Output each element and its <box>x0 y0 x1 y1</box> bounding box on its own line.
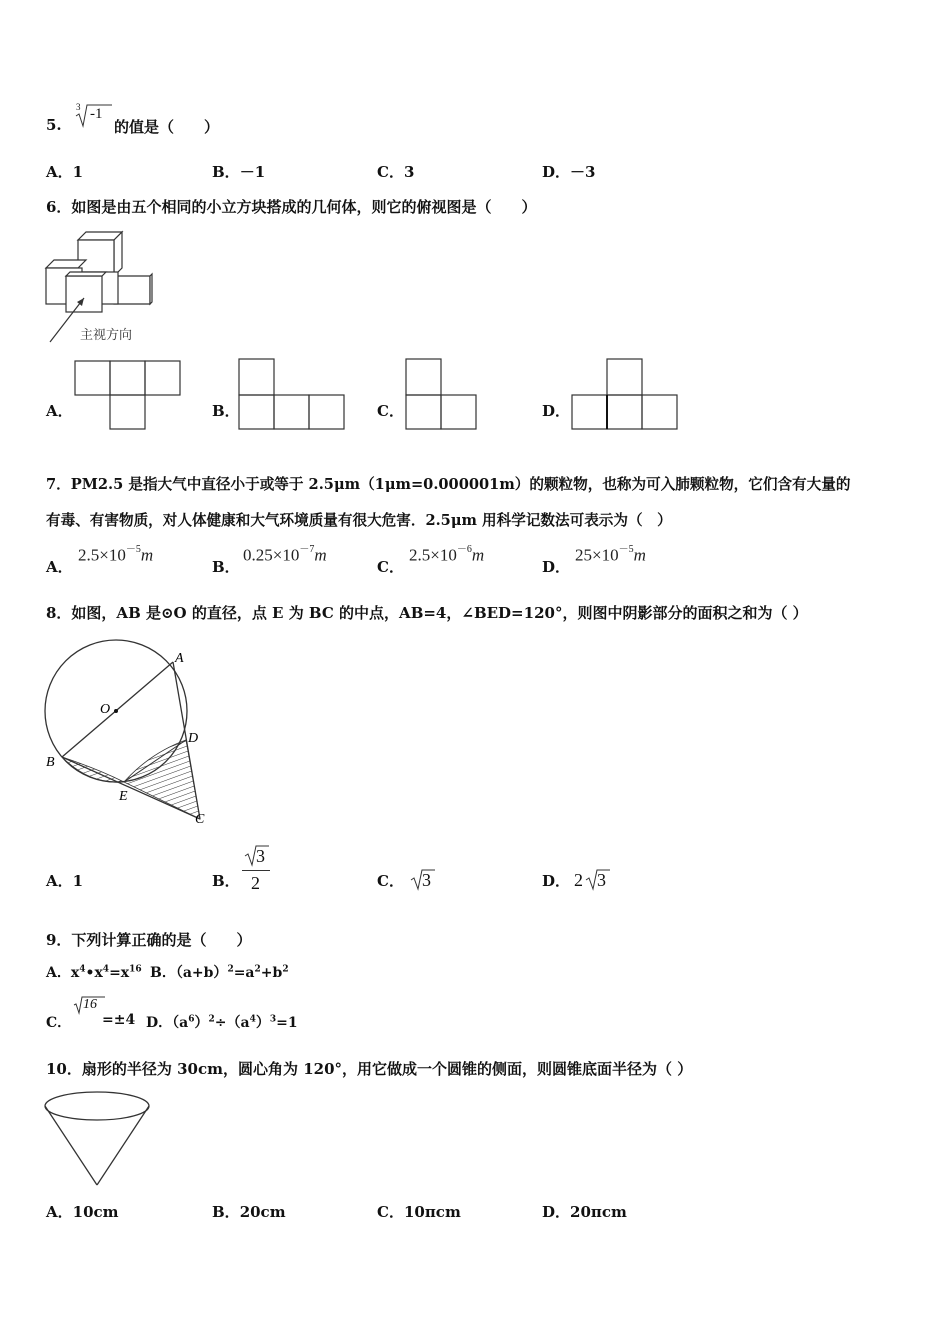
q10-option-d[interactable]: D．20πcm <box>542 1203 627 1221</box>
q5-stem: 的值是（ ） <box>114 118 220 136</box>
q6-option-d-label[interactable]: D． <box>542 402 571 420</box>
q6-caption: 主视方向 <box>80 328 133 343</box>
q7-option-b[interactable]: $0.25\times 10^{-7}m$ <box>243 544 327 565</box>
q9-option-c-rest[interactable]: =±4 <box>102 1012 136 1028</box>
q9-option-b[interactable]: B．$(a+b)^2=a^2+b^2$ <box>150 964 289 981</box>
q8-point-c: C <box>195 812 205 827</box>
q8-option-d-radical[interactable]: 2 3 <box>574 868 614 892</box>
q8-stem: 8．如图，AB 是⊙O 的直径，点 E 为 BC 的中点，AB=4，∠BED=120°，则图中阴影部分的面积之和为（ ） <box>46 604 808 622</box>
q7-stem-line1: 7．PM2.5 是指大气中直径小于或等于 2.5μm（1μm=0.000001m）的颗粒物，也称为可入肺颗粒物，它们含有大量的 <box>46 476 851 493</box>
q6-stem: 6．如图是由五个相同的小立方块搭成的几何体，则它的俯视图是（ ） <box>46 198 537 216</box>
q10-option-a[interactable]: A．10cm <box>46 1203 119 1221</box>
q9-option-d[interactable]: D．$(a^6)^2\div(a^4)^3=1$ <box>146 1014 298 1031</box>
q5-radicand: -1 <box>90 106 103 122</box>
q5-option-b[interactable]: B．－1 <box>212 163 266 181</box>
q8-option-b-fraction[interactable]: 3 2 <box>242 844 272 894</box>
q8-point-o: O <box>100 702 111 717</box>
q10-stem: 10．扇形的半径为 30cm，圆心角为 120°，用它做成一个圆锥的侧面，则圆锥底面半径为（ ） <box>46 1060 693 1078</box>
q8-option-d-label[interactable]: D． <box>542 872 571 890</box>
q9-stem: 9．下列计算正确的是（ ） <box>46 931 252 949</box>
q7-option-a-label[interactable]: A． <box>46 558 73 576</box>
q6-option-c-label[interactable]: C． <box>377 402 404 420</box>
q5-cube-root <box>74 102 114 128</box>
q9-option-a[interactable]: A．$x^4•x^4=x^{16}$ <box>46 964 142 981</box>
q10-option-b[interactable]: B．20cm <box>212 1203 286 1221</box>
q5-option-c[interactable]: C．3 <box>377 163 415 181</box>
q5-root-index: 3 <box>76 102 81 112</box>
q7-option-c[interactable]: $2.5\times 10^{-6}m$ <box>409 544 485 565</box>
q8-option-b-label[interactable]: B． <box>212 872 240 890</box>
q6-option-a-figure[interactable] <box>74 360 184 432</box>
q6-option-b-figure[interactable] <box>238 358 348 430</box>
q7-option-b-label[interactable]: B． <box>212 558 240 576</box>
q8-option-c-radical[interactable]: 3 <box>408 868 438 892</box>
q8-circle-figure <box>40 645 220 825</box>
q8-point-d: D <box>188 731 199 746</box>
q8-option-c-label[interactable]: C． <box>377 872 404 890</box>
q10-cone-figure <box>44 1090 154 1190</box>
q5-option-a[interactable]: A．1 <box>46 163 84 181</box>
q8-point-e: E <box>119 789 128 804</box>
q5-number: 5. <box>46 116 62 134</box>
q7-option-c-label[interactable]: C． <box>377 558 404 576</box>
q7-option-d[interactable]: $25\times 10^{-5}m$ <box>575 544 646 565</box>
q6-option-d-figure[interactable] <box>570 358 680 430</box>
q7-stem-line2: 有毒、有害物质，对人体健康和大气环境质量有很大危害．2.5μm 用科学记数法可表示为（ ） <box>46 512 672 529</box>
q8-point-b: B <box>46 755 55 770</box>
q6-option-b-label[interactable]: B． <box>212 402 240 420</box>
q7-option-a[interactable]: $2.5\times 10^{-5}m$ <box>78 544 154 565</box>
q9-option-c-radical[interactable]: 16 <box>72 996 106 1016</box>
q10-option-c[interactable]: C．10πcm <box>377 1203 461 1221</box>
q6-option-a-label[interactable]: A． <box>46 402 73 420</box>
q9-option-c-label[interactable]: C． <box>46 1015 72 1031</box>
q8-option-a[interactable]: A．1 <box>46 872 84 890</box>
q6-option-c-figure[interactable] <box>404 358 484 430</box>
q7-option-d-label[interactable]: D． <box>542 558 571 576</box>
q5-option-d[interactable]: D．－3 <box>542 163 596 181</box>
q8-point-a: A <box>175 651 184 666</box>
